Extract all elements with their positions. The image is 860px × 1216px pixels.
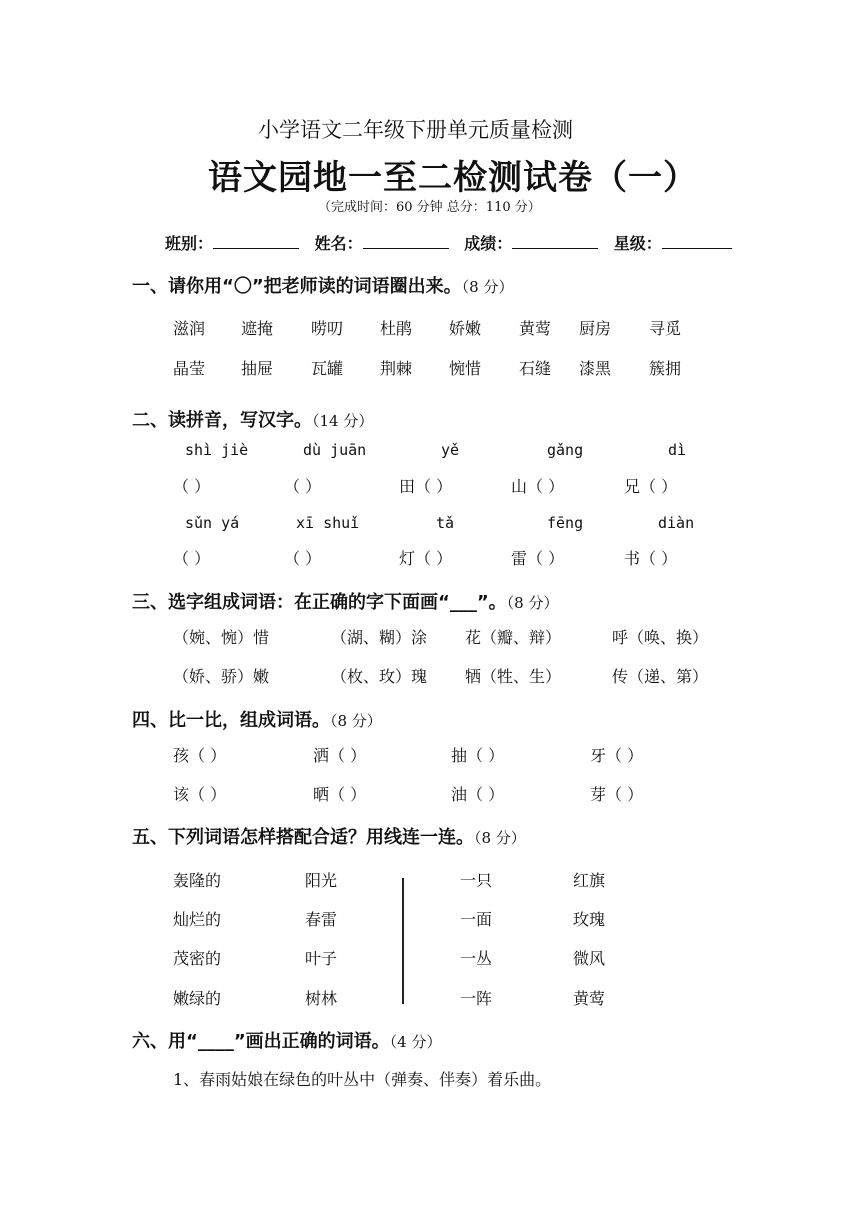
answer-blank[interactable]: 田（ ） <box>399 477 453 496</box>
word[interactable]: 瓦罐 <box>311 359 344 378</box>
pinyin: shì jiè <box>185 441 249 459</box>
section1-heading <box>132 272 513 298</box>
word[interactable]: 惋惜 <box>449 359 482 378</box>
pinyin: gǎng <box>547 441 584 459</box>
match-left-b[interactable]: 叶子 <box>305 949 338 968</box>
choice-item[interactable]: （枚、玫）瑰 <box>331 667 428 686</box>
word[interactable]: 娇嫩 <box>449 319 482 338</box>
name-blank[interactable] <box>363 232 449 249</box>
choice-item[interactable]: 牺（牲、生） <box>465 667 562 686</box>
match-left-a[interactable]: 轰隆的 <box>173 871 222 890</box>
match-right-b[interactable]: 黄莺 <box>573 989 606 1008</box>
match-right-b[interactable]: 微风 <box>573 949 606 968</box>
exam-meta: （完成时间：60 分钟 总分：110 分） <box>318 200 541 215</box>
match-right-a[interactable]: 一丛 <box>460 949 493 968</box>
answer-blank[interactable]: （ ） <box>173 549 211 568</box>
exam-subtitle: 小学语文二年级下册单元质量检测 <box>258 118 573 142</box>
match-right-a[interactable]: 一只 <box>460 871 493 890</box>
word[interactable]: 漆黑 <box>579 359 612 378</box>
compare-item[interactable]: 洒（ ） <box>313 746 367 765</box>
answer-blank[interactable]: （ ） <box>173 477 211 496</box>
section1-points: （8 分） <box>461 278 514 296</box>
rating-label: 星级： <box>613 234 662 253</box>
match-left-a[interactable]: 灿烂的 <box>173 910 222 929</box>
match-left-b[interactable]: 树林 <box>305 989 338 1008</box>
exam-title: 语文园地一至二检测试卷（一） <box>208 158 698 198</box>
section4-heading-text: 四、比一比，组成词语。 <box>132 710 330 731</box>
compare-item[interactable]: 晒（ ） <box>313 785 367 804</box>
compare-item[interactable]: 抽（ ） <box>451 746 505 765</box>
class-label: 班别： <box>165 234 214 253</box>
section6-heading-text: 六、用“____”画出正确的词语。 <box>132 1031 390 1052</box>
section5-heading <box>132 823 526 849</box>
match-right-a[interactable]: 一阵 <box>460 989 493 1008</box>
match-right-a[interactable]: 一面 <box>460 910 493 929</box>
pinyin: yě <box>441 441 460 459</box>
section4-heading <box>132 706 382 732</box>
compare-item[interactable]: 芽（ ） <box>590 785 644 804</box>
section6-heading <box>132 1027 441 1053</box>
pinyin: dù juān <box>303 441 367 459</box>
answer-blank[interactable]: 灯（ ） <box>399 549 453 568</box>
word[interactable]: 抽屉 <box>241 359 274 378</box>
choice-item[interactable]: 花（瓣、辩） <box>465 628 562 647</box>
word[interactable]: 寻觅 <box>649 319 682 338</box>
match-left-a[interactable]: 茂密的 <box>173 949 222 968</box>
section5-heading-text: 五、下列词语怎样搭配合适？用线连一连。 <box>132 827 474 848</box>
compare-item[interactable]: 孩（ ） <box>173 746 227 765</box>
section2-heading <box>132 406 373 432</box>
score-label: 成绩： <box>464 234 513 253</box>
match-left-b[interactable]: 阳光 <box>305 871 338 890</box>
choice-item[interactable]: 呼（唤、换） <box>612 628 709 647</box>
word[interactable]: 唠叨 <box>311 319 344 338</box>
section3-heading <box>132 588 558 614</box>
choice-item[interactable]: 传（递、第） <box>612 667 709 686</box>
answer-blank[interactable]: 雷（ ） <box>511 549 565 568</box>
choice-item[interactable]: （娇、骄）嫩 <box>173 667 270 686</box>
section2-heading-text: 二、读拼音，写汉字。 <box>132 410 312 431</box>
answer-blank[interactable]: 书（ ） <box>624 549 678 568</box>
pinyin: xī shuǐ <box>296 514 360 532</box>
word[interactable]: 石缝 <box>519 359 552 378</box>
student-info-line <box>165 231 742 254</box>
match-left-b[interactable]: 春雷 <box>305 910 338 929</box>
pinyin: sǔn yá <box>185 514 240 532</box>
section3-heading-text: 三、选字组成词语：在正确的字下面画“___”。 <box>132 592 507 613</box>
word[interactable]: 荆棘 <box>380 359 413 378</box>
section3-points: （8 分） <box>506 594 559 612</box>
score-blank[interactable] <box>512 232 598 249</box>
section5-points: （8 分） <box>474 829 526 847</box>
section4-points: （8 分） <box>330 712 382 730</box>
column-divider <box>402 878 404 1004</box>
answer-blank[interactable]: （ ） <box>284 477 322 496</box>
answer-blank[interactable]: 兄（ ） <box>624 477 678 496</box>
answer-blank[interactable]: （ ） <box>284 549 322 568</box>
pinyin: fēng <box>547 514 584 532</box>
pinyin: diàn <box>658 514 695 532</box>
word[interactable]: 晶莹 <box>173 359 206 378</box>
section6-points: （4 分） <box>389 1033 442 1051</box>
rating-blank[interactable] <box>662 232 732 249</box>
word[interactable]: 厨房 <box>579 319 612 338</box>
pinyin: tǎ <box>436 514 455 532</box>
pinyin: dì <box>668 441 687 459</box>
name-label: 姓名： <box>314 234 363 253</box>
compare-item[interactable]: 该（ ） <box>173 785 227 804</box>
section2-points: （14 分） <box>312 412 374 430</box>
word[interactable]: 遮掩 <box>241 319 274 338</box>
choice-item[interactable]: （婉、惋）惜 <box>173 628 270 647</box>
compare-item[interactable]: 油（ ） <box>451 785 505 804</box>
match-right-b[interactable]: 红旗 <box>573 871 606 890</box>
word[interactable]: 滋润 <box>173 319 206 338</box>
answer-blank[interactable]: 山（ ） <box>511 477 565 496</box>
match-left-a[interactable]: 嫩绿的 <box>173 989 222 1008</box>
compare-item[interactable]: 牙（ ） <box>590 746 644 765</box>
word[interactable]: 杜鹃 <box>380 319 413 338</box>
class-blank[interactable] <box>213 232 299 249</box>
choice-item[interactable]: （湖、糊）涂 <box>331 628 428 647</box>
word[interactable]: 簇拥 <box>649 359 682 378</box>
sentence-item[interactable]: 1、春雨姑娘在绿色的叶丛中（弹奏、伴奏）着乐曲。 <box>173 1070 552 1089</box>
word[interactable]: 黄莺 <box>519 319 552 338</box>
match-right-b[interactable]: 玫瑰 <box>573 910 606 929</box>
section1-heading-text: 一、请你用“〇”把老师读的词语圈出来。 <box>132 276 462 297</box>
